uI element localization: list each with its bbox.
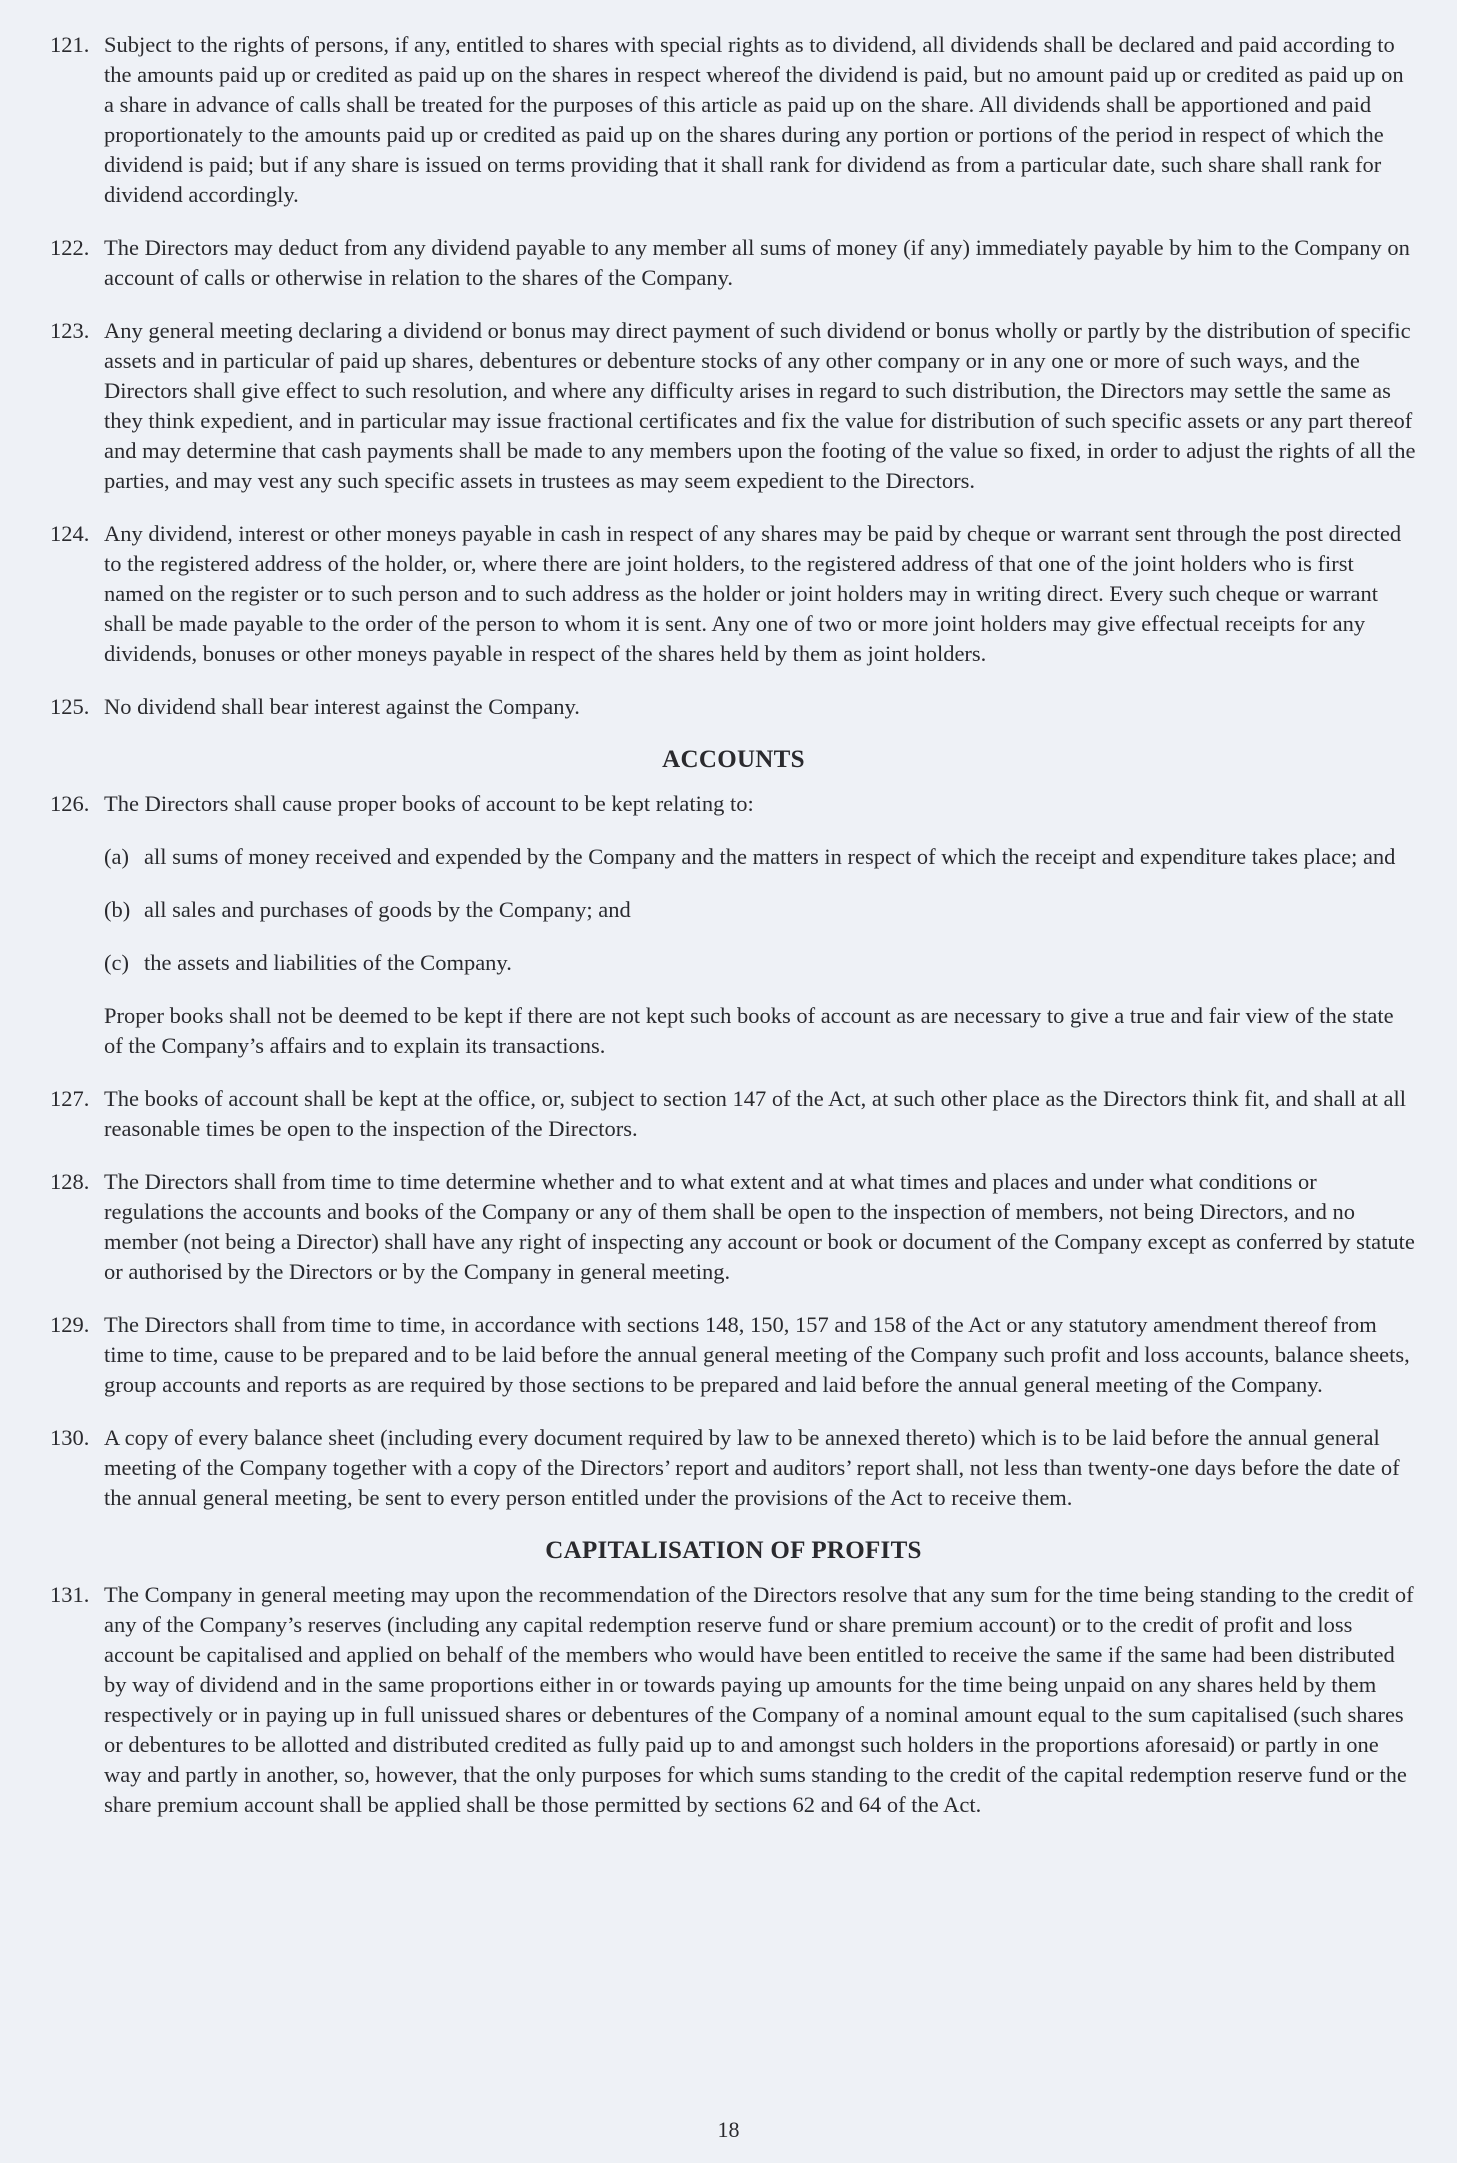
article-text: The books of account shall be kept at the office, or, subject to section 147 of the Act, at such other place as the Directors think fit, and shall at all reasonable times be open to the inspection of the Directors. (104, 1086, 1407, 1141)
article-text: The Directors may deduct from any dividend payable to any member all sums of money (if any) immediately payable by him to the Company on account of calls or otherwise in relation to the shares of the Company. (104, 235, 1410, 290)
article-126-item-a (104, 842, 1417, 872)
item-text: the assets and liabilities of the Company. (144, 950, 512, 975)
article-text: No dividend shall bear interest against the Company. (104, 694, 580, 719)
item-label: (a) (104, 844, 129, 869)
article-130 (50, 1423, 1417, 1513)
articles-capitalisation (50, 1580, 1417, 1820)
article-text: The Company in general meeting may upon the recommendation of the Directors resolve that any sum for the time being standing to the credit of any of the Company’s reserves (including any capital redemption reserve fund or share premium account) or to the credit of profit and loss account be capitalised and applied on behalf of the members who would have been entitled to receive the same if the same had been distributed by way of dividend and in the same proportions either in or towards paying up amounts for the time being unpaid on any shares held by them respectively or in paying up in full unissued shares or debentures of the Company of a nominal amount equal to the sum capitalised (such shares or debentures to be allotted and distributed credited as fully paid up to and amongst such holders in the proportions aforesaid) or partly in one way and partly in another, so, however, that the only purposes for which sums standing to the credit of the capital redemption reserve fund or the share premium account shall be applied shall be those permitted by sections 62 and 64 of the Act. (104, 1582, 1414, 1817)
article-127 (50, 1084, 1417, 1144)
section-heading-capitalisation: CAPITALISATION OF PROFITS (545, 1537, 922, 1564)
article-text: The Directors shall cause proper books of account to be kept relating to: (104, 791, 754, 816)
article-124 (50, 519, 1417, 669)
article-number: 128. (50, 1169, 90, 1194)
page-number: 18 (717, 2117, 740, 2142)
article-131 (50, 1580, 1417, 1820)
article-122 (50, 233, 1417, 293)
item-text: all sales and purchases of goods by the Company; and (144, 897, 631, 922)
article-129 (50, 1310, 1417, 1400)
article-number: 130. (50, 1425, 90, 1450)
article-125 (50, 692, 1417, 722)
article-text: The Directors shall from time to time determine whether and to what extent and at what times and places and under what conditions or regulations the accounts and books of the Company or any of them shall be open to the inspection of members, not being Directors, and no member (not being a Director) shall have any right of inspecting any account or book or document of the Company except as conferred by statute or authorised by the Directors or by the Company in general meeting. (104, 1169, 1415, 1284)
article-number: 125. (50, 694, 90, 719)
article-123 (50, 316, 1417, 496)
article-number: 121. (50, 32, 90, 57)
item-text: all sums of money received and expended by the Company and the matters in respect of which the receipt and expenditure takes place; and (144, 844, 1396, 869)
article-text: Subject to the rights of persons, if any, entitled to shares with special rights as to dividend, all dividends shall be declared and paid according to the amounts paid up or credited as paid up on the shares in respect whereof the dividend is paid, but no amount paid up or credited as paid up on a share in advance of calls shall be treated for the purposes of this article as paid up on the share. All dividends shall be apportioned and paid proportionately to the amounts paid up or credited as paid up on the shares during any portion or portions of the period in respect of which the dividend is paid; but if any share is issued on terms providing that it shall rank for dividend as from a particular date, such share shall rank for dividend accordingly. (104, 32, 1404, 207)
article-128 (50, 1167, 1417, 1287)
article-number: 127. (50, 1086, 90, 1111)
article-text: A copy of every balance sheet (including every document required by law to be annexed thereto) which is to be laid before the annual general meeting of the Company together with a copy of the Directors’ report and auditors’ report shall, not less than twenty-one days before the date of the annual general meeting, be sent to every person entitled under the provisions of the Act to receive them. (104, 1425, 1400, 1510)
article-number: 129. (50, 1312, 90, 1337)
article-number: 126. (50, 791, 90, 816)
article-126-item-b (104, 895, 1417, 925)
articles-dividends (50, 30, 1417, 722)
article-text: The Directors shall from time to time, in accordance with sections 148, 150, 157 and 158 of the Act or any statutory amendment thereof from time to time, cause to be prepared and to be laid before the annual general meeting of the Company such profit and loss accounts, balance sheets, group accounts and reports as are required by those sections to be prepared and laid before the annual general meeting of the Company. (104, 1312, 1410, 1397)
article-text: Any dividend, interest or other moneys payable in cash in respect of any shares may be paid by cheque or warrant sent through the post directed to the registered address of the holder, or, where there are joint holders, to the registered address of that one of the joint holders who is first named on the register or to such person and to such address as the holder or joint holders may in writing direct. Every such cheque or warrant shall be made payable to the order of the person to whom it is sent. Any one of two or more joint holders may give effectual receipts for any dividends, bonuses or other moneys payable in respect of the shares held by them as joint holders. (104, 521, 1402, 666)
article-text: Any general meeting declaring a dividend or bonus may direct payment of such dividend or bonus wholly or partly by the distribution of specific assets and in particular of paid up shares, debentures or debenture stocks of any other company or in any one or more of such ways, and the Directors shall give effect to such resolution, and where any difficulty arises in regard to such distribution, the Directors may settle the same as they think expedient, and in particular may issue fractional certificates and fix the value for distribution of such specific assets or any part thereof and may determine that cash payments shall be made to any members upon the footing of the value so fixed, in order to adjust the rights of all the parties, and may vest any such specific assets in trustees as may seem expedient to the Directors. (104, 318, 1416, 493)
article-126-item-c (104, 948, 1417, 978)
article-number: 131. (50, 1582, 90, 1607)
article-number: 123. (50, 318, 90, 343)
article-121 (50, 30, 1417, 210)
article-number: 122. (50, 235, 90, 260)
article-126-continuation: Proper books shall not be deemed to be kept if there are not kept such books of account as are necessary to give a true and fair view of the state of the Company’s affairs and to explain its transactions. (104, 1003, 1394, 1058)
item-label: (b) (104, 897, 131, 922)
articles-accounts (50, 789, 1417, 1513)
section-heading-accounts: ACCOUNTS (662, 746, 805, 773)
article-number: 124. (50, 521, 90, 546)
item-label: (c) (104, 950, 129, 975)
article-126 (50, 789, 1417, 819)
